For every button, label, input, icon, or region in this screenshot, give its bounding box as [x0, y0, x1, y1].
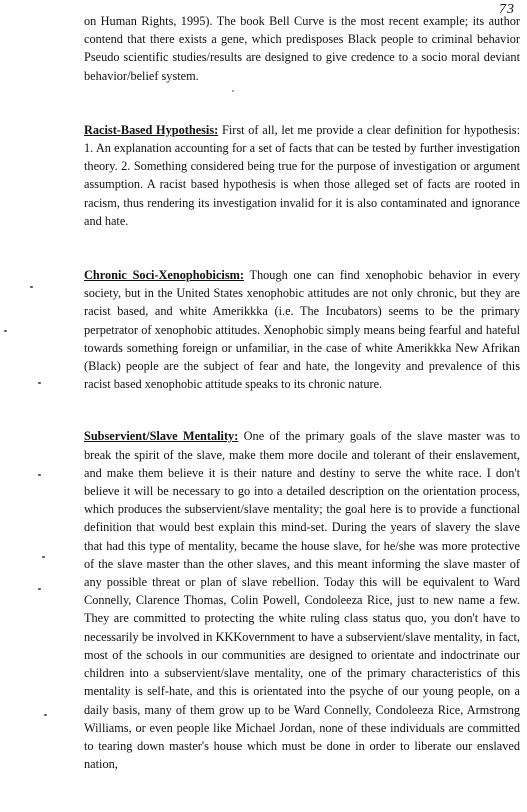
paragraph-text: One of the primary goals of the slave master was to break the spirit of the slave, make them more docile and tolerant of their enslavement, and make them believe it is their nature and destiny to serve the white race. I don't believe it will be necessary to go into a detailed description on the orientation process, which produces the subservient/slave mentality; the goal here is to provide a functional definition that would best explain this mind-set. During the years of slavery the slave that had this type of mentality, became the house slave, for he/she was more protective of the slave master than the other slaves, and this meant informing the slave master of any possible threat or plan of slave rebellion. Today this will be equivalent to Ward Connelly, Clarence Thomas, Colin Powell, Condoleeza Rice, just to new name a few. They are committed to protecting the white ruling class status quo, you don't have to necessarily be involved in KKKovernment to have a subservient/slave mentality, in fact, most of the schools in our communities are designed to orientate and indoctrinate our children into a subservient/slave mentality, one of the primary characteristics of this mentality is self-hate, and this is orientated into the psyche of our young people, on a daily basis, many of them grow up to be Ward Connelly, Condoleeza Rice, Armstrong Williams, or even people like Michael Jordan, none of these individuals are committed to tearing down master's house which must be done in order to liberate our enslaved nation,: [84, 429, 520, 772]
paragraph-text: First of all, let me provide a clear definition for hypothesis: 1. An explanation accounting for a set of facts that can be tested by further investigation theory. 2. Something considered being true for the purpose of investigation or argument assumption. A racist based hypothesis is when those alleged set of facts are rooted in racism, thus rendering its investigation invalid for it is also contaminated and ignorance and hate.: [84, 122, 520, 228]
document-body: [84, 12, 520, 773]
margin-mark: [38, 382, 41, 384]
paragraph-racist-based-hypothesis: [84, 121, 520, 230]
section-heading: Racist-Based Hypothesis:: [84, 122, 219, 137]
paragraph-intro: [84, 12, 520, 85]
margin-mark: [30, 286, 33, 288]
paragraph-subservient-slave-mentality: [84, 427, 520, 773]
margin-mark: [4, 330, 7, 332]
paragraph-gap: [84, 85, 520, 121]
margin-mark: [42, 556, 45, 558]
paragraph-chronic-soci-xenophobicism: [84, 266, 520, 393]
paragraph-gap: [84, 393, 520, 427]
page-number: 73: [499, 2, 515, 17]
paragraph-text: on Human Rights, 1995). The book Bell Curve is the most recent example; its author contend that there exists a gene, which predisposes Black people to criminal behavior Pseudo scientific studies/results are designed to give credence to a socio moral deviant behavior/belief system.: [84, 14, 520, 83]
margin-mark: [44, 714, 47, 716]
section-heading: Chronic Soci-Xenophobicism:: [84, 268, 244, 283]
margin-mark: [38, 588, 41, 590]
section-heading: Subservient/Slave Mentality:: [84, 429, 239, 444]
paragraph-text: Though one can find xenophobic behavior in every society, but in the United States xenophobic attitudes are not only chronic, but they are racist based, and white Amerikkka (i.e. The Incubators) seems to be the primary perpetrator of xenophobic attitudes. Xenophobic simply means being fearful and hateful towards something foreign or unfamiliar, in the case of white Amerikkka New Afrikan (Black) people are the subject of fear and hate, the longevity and prevalence of this racist based xenophobic attitude speaks to its chronic nature.: [84, 268, 520, 392]
paragraph-gap: [84, 230, 520, 266]
margin-mark: [38, 474, 41, 476]
